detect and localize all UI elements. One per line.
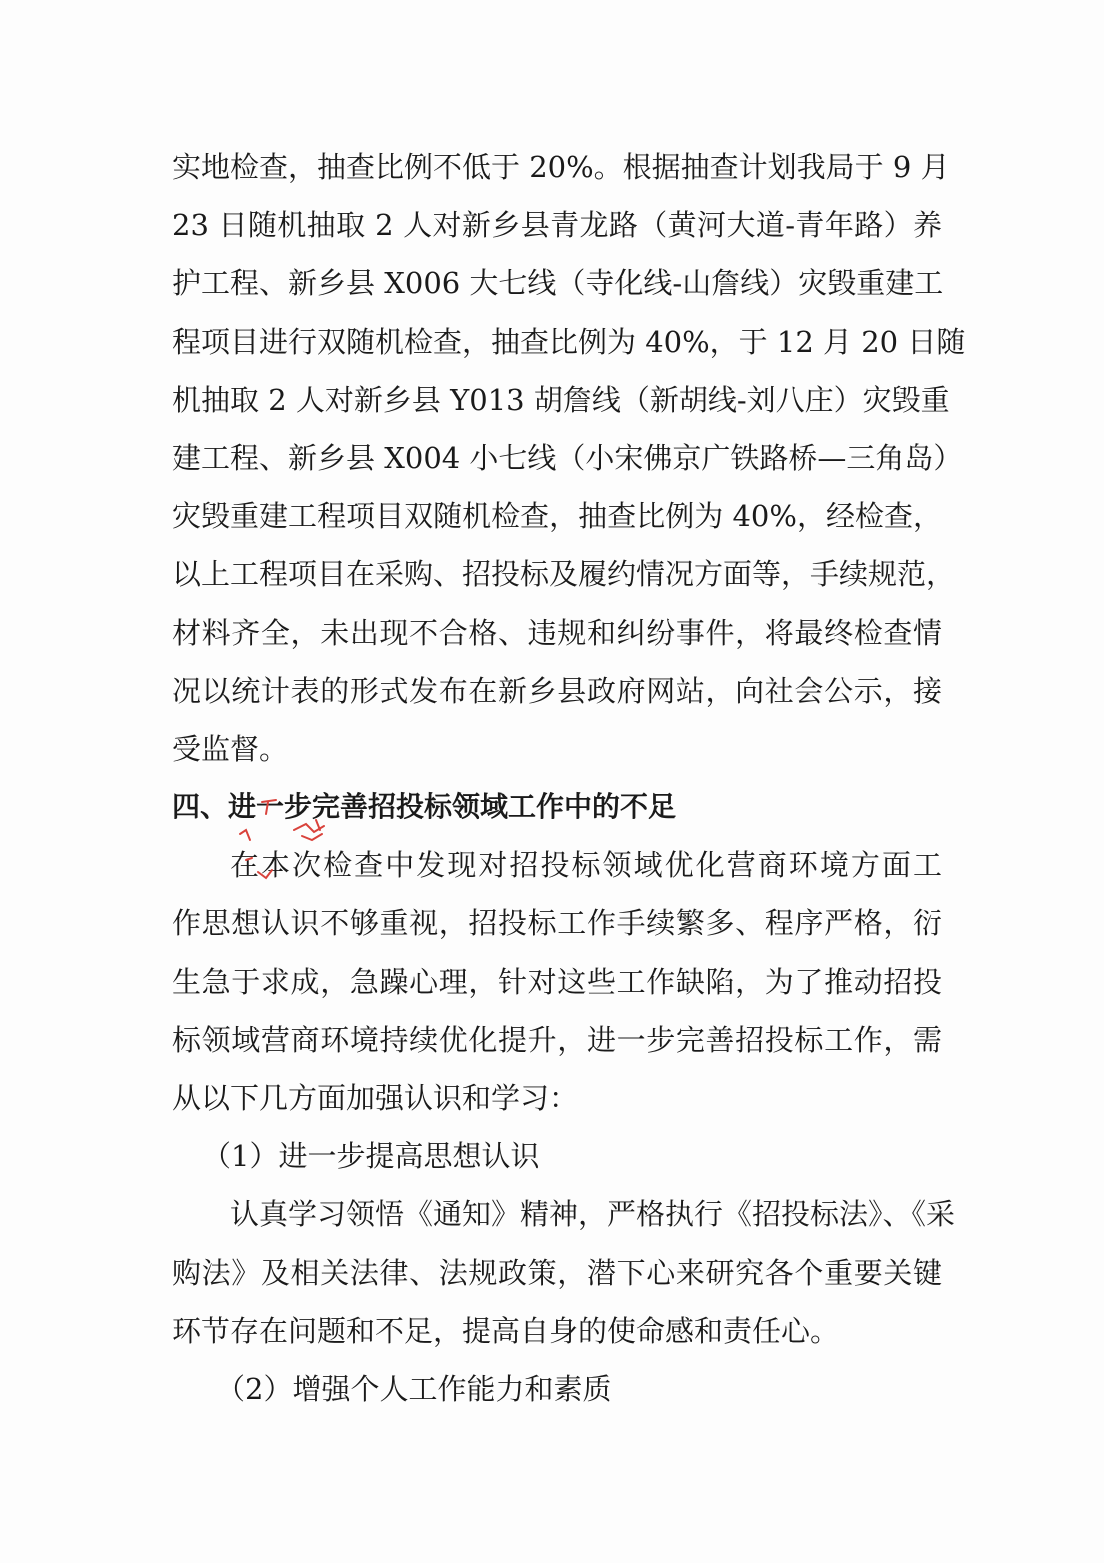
subsection-heading: （2）增强个人工作能力和素质: [216, 1371, 612, 1406]
paragraph-line: 23 日随机抽取 2 人对新乡县青龙路（黄河大道-青年路）养: [172, 208, 942, 243]
subsection-heading: （1）进一步提高思想认识: [202, 1139, 540, 1174]
paragraph-line: 护工程、新乡县 X006 大七线（寺化线-山詹线）灾毁重建工: [172, 266, 944, 301]
section-heading: 四、进一步完善招投标领域工作中的不足: [172, 790, 677, 824]
paragraph-line: 购法》及相关法律、法规政策，潜下心来研究各个重要关键: [172, 1255, 942, 1290]
paragraph-line: 况以统计表的形式发布在新乡县政府网站，向社会公示，接: [172, 673, 942, 708]
paragraph-line: 灾毁重建工程项目双随机检查，抽查比例为 40%，经检查，: [172, 499, 942, 534]
paragraph-line: 以上工程项目在采购、招投标及履约情况方面等，手续规范，: [172, 557, 956, 592]
paragraph-line: 在本次检查中发现对招投标领域优化营商环境方面工: [230, 848, 942, 883]
paragraph-line: 实地检查，抽查比例不低于 20%。根据抽查计划我局于 9 月: [172, 150, 950, 184]
paragraph-line: 材料齐全，未出现不合格、违规和纠纷事件，将最终检查情: [172, 615, 942, 650]
paragraph-line: 标领域营商环境持续优化提升，进一步完善招投标工作，需: [172, 1022, 942, 1057]
paragraph-line: 建工程、新乡县 X004 小七线（小宋佛京广铁路桥—三角岛）: [172, 440, 963, 475]
document-body: [172, 138, 966, 1418]
paragraph-line: 环节存在问题和不足，提高自身的使命感和责任心。: [172, 1313, 840, 1348]
paragraph-line: 受监督。: [172, 731, 289, 766]
paragraph-line: 作思想认识不够重视，招投标工作手续繁多、程序严格，衍: [172, 906, 942, 941]
paragraph-line: 程项目进行双随机检查，抽查比例为 40%，于 12 月 20 日随: [172, 324, 966, 359]
paragraph-line: 机抽取 2 人对新乡县 Y013 胡詹线（新胡线-刘八庄）灾毁重: [172, 382, 950, 417]
paragraph-line: 从以下几方面加强认识和学习：: [172, 1081, 579, 1115]
paragraph-line: 认真学习领悟《通知》精神，严格执行《招投标法》、《采: [230, 1197, 956, 1232]
paragraph-line: 生急于求成，急躁心理，针对这些工作缺陷，为了推动招投: [172, 964, 942, 999]
